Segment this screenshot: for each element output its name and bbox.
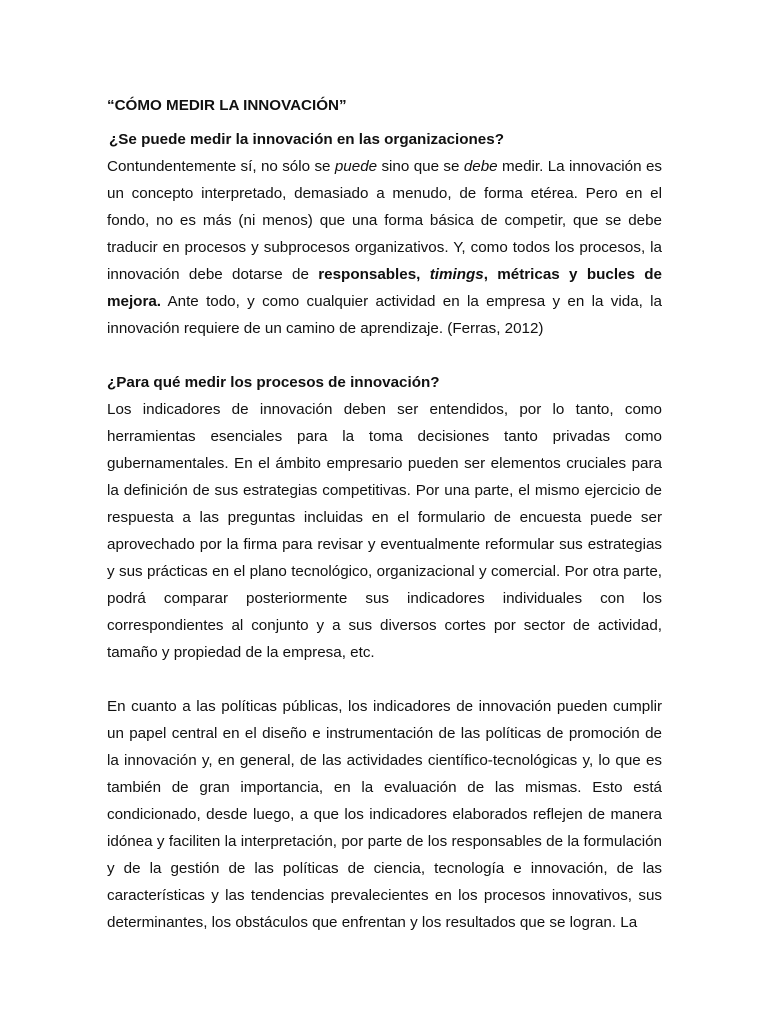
emphasis-text: debe [463,158,498,175]
paragraph-can-measure [107,153,662,342]
bold-text: responsables, [318,266,430,283]
emphasis-text: puede [334,158,378,175]
paragraph-text: Ante todo, y como cualquier actividad en la empresa y en la vida, la innovación requiere de un camino de aprendizaje. (Ferras, 2012) [107,293,662,337]
paragraph-public-policies: En cuanto a las políticas públicas, los indicadores de innovación pueden cumplir un papel central en el diseño e instrumentación de las políticas de promoción de la innovación y, en general, de las actividades científico-tecnológicas y, lo que es también de gran importancia, en la evaluación de las mismas. Esto está condicionado, desde luego, a que los indicadores elaborados reflejen de manera idónea y faciliten la interpretación, por parte de los responsables de la formulación y de la gestión de las políticas de ciencia, tecnología e innovación, de las características y las tendencias prevalecientes en los procesos innovativos, sus determinantes, los obstáculos que enfrentan y los resultados que se logran. La [107,698,662,931]
paragraph-gap [107,666,662,693]
bold-text: , métricas y bucles de mejora. [107,266,662,310]
paragraph-text: medir. La innovación es un concepto interpretado, demasiado a menudo, de forma etérea. Pero en el fondo, no es más (ni menos) que una forma básica de competir, que se debe traducir en procesos y subprocesos organizativos. Y, como todos los procesos, la innovación debe dotarse de [107,158,662,283]
bold-italic-text: timings [429,266,484,283]
section-heading-why-measure: ¿Para qué medir los procesos de innovación? [107,374,440,391]
paragraph-text: Contundentemente sí, no sólo se [107,158,335,175]
paragraph-gap [107,342,662,369]
document-body [107,92,662,936]
paragraph-indicators: Los indicadores de innovación deben ser entendidos, por lo tanto, como herramientas esenciales para la toma decisiones tanto privadas como gubernamentales. En el ámbito empresario pueden ser elementos cruciales para la definición de sus estrategias competitivas. Por una parte, el mismo ejercicio de respuesta a las preguntas incluidas en el formulario de encuesta puede ser aprovechado por la firma para revisar y eventualmente reformular sus estrategias y sus prácticas en el plano tecnológico, organizacional y comercial. Por otra parte, podrá comparar posteriormente sus indicadores individuales con los correspondientes al conjunto y a sus diversos cortes por sector de actividad, tamaño y propiedad de la empresa, etc. [107,401,662,661]
document-title: “CÓMO MEDIR LA INNOVACIÓN” [107,97,347,114]
paragraph-text: sino que se [377,158,464,175]
section-heading-can-measure: ¿Se puede medir la innovación en las organizaciones? [109,131,504,148]
